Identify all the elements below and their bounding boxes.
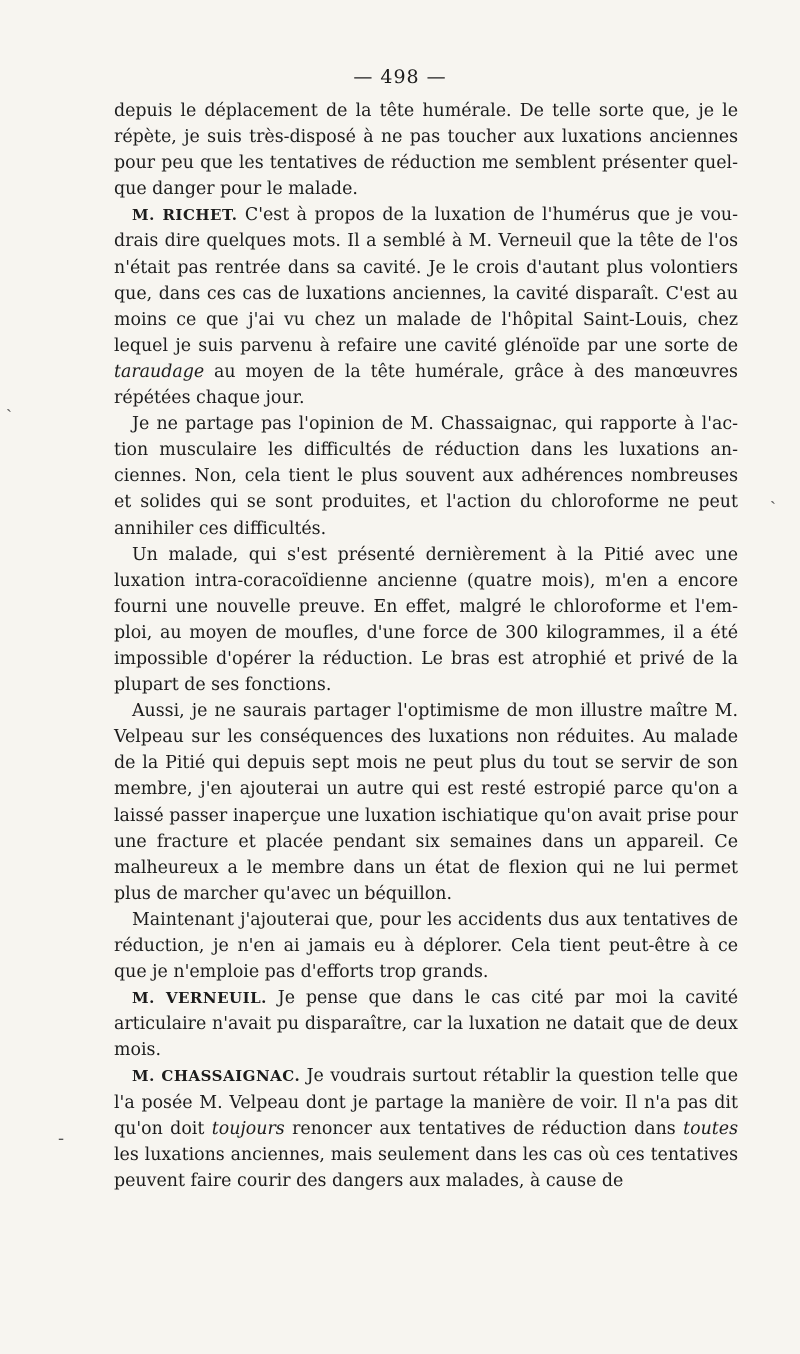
page-number: — 498 —	[353, 66, 447, 88]
text-run: Maintenant j'ajouterai que, pour les accidents dus aux tentatives de réduction, je n'en ai jamais eu à déplorer. Cela tient peut-être à ce que je n'emploie pas d'efforts trop grands.	[114, 909, 738, 983]
paragraph-p8	[114, 1063, 738, 1193]
speaker-name: M. RICHET.	[132, 206, 238, 225]
text-run: Aussi, je ne saurais partager l'optimisme de mon illustre maître M. Velpeau sur les conséquences des luxations non réduites. Au malade de la Pitié qui depuis sept mois ne peut plus du tout se servir de son membre, j'en ajouterai un autre qui est resté estropié parce qu'on a laissé passer inaperçue une luxation ischiatique qu'on avait prise pour une fracture et placée pendant six semaines dans un appareil. Ce malheureux a le membre dans un état de flexion qui ne lui permet plus de marcher qu'avec un béquillon.	[114, 701, 738, 904]
paragraph-p3	[114, 411, 738, 541]
text-run: Je pense que dans le cas cité par moi la cavité articulaire n'avait pu disparaître, car la luxation ne datait que de deux mois.	[114, 988, 738, 1061]
text-run: depuis le déplacement de la tête humérale. De telle sorte que, je le répète, je suis très-disposé à ne pas toucher aux luxations anciennes pour peu que les tentatives de réduction me semblent présenter quel-que danger pour le malade.	[114, 101, 738, 200]
paragraph-p6	[114, 907, 738, 985]
margin-mark: -	[58, 1128, 65, 1149]
speaker-name: M. CHASSAIGNAC.	[132, 1067, 301, 1086]
margin-mark: ˎ	[770, 484, 776, 505]
text-run: au moyen de la tête humérale, grâce à des manœuvres répétées chaque jour.	[114, 361, 738, 409]
text-run: Je voudrais surtout rétablir la question telle que l'a posée M. Velpeau dont je partage la manière de voir. Il n'a pas dit qu'on doit	[114, 1066, 738, 1139]
text-run: Un malade, qui s'est présenté dernièrement à la Pitié avec une luxation intra-coracoïdienne ancienne (quatre mois), m'en a encore fourni une nouvelle preuve. En effet, malgré le chloroforme et l'em-ploi, au moyen de moufles, d'une force de 300 kilogrammes, il a été impossible d'opérer la réduction. Le bras est atrophié et privé de la plupart de ses fonctions.	[114, 544, 738, 696]
italic-text: taraudage	[114, 361, 205, 382]
paragraph-p2	[114, 202, 738, 411]
text-run: renoncer aux tentatives de réduction dans	[284, 1118, 684, 1139]
margin-mark: ˏ	[6, 392, 12, 413]
text-run: Je ne partage pas l'opinion de M. Chassaignac, qui rapporte à l'ac-tion musculaire les difficultés de réduction dans les luxations an-ciennes. Non, cela tient le plus souvent aux adhérences nombreuses et solides qui se sont produites, et l'action du chloroforme ne peut annihiler ces difficultés.	[114, 414, 738, 539]
speaker-name: M. VERNEUIL.	[132, 989, 267, 1008]
italic-text: toujours	[211, 1118, 285, 1139]
paragraph-p5	[114, 698, 738, 907]
body-text	[114, 98, 738, 1194]
paragraph-p7	[114, 985, 738, 1063]
text-run: les luxations anciennes, mais seulement dans les cas où ces tentatives peuvent faire courir des dangers aux malades, à cause de	[114, 1144, 738, 1191]
paragraph-p1	[114, 98, 738, 202]
paragraph-p4	[114, 542, 738, 699]
italic-text: toutes	[683, 1118, 738, 1139]
text-run: C'est à propos de la luxation de l'humérus que je vou-drais dire quelques mots. Il a semblé à M. Verneuil que la tête de l'os n'était pas rentrée dans sa cavité. Je le crois d'autant plus volontiers que, dans ces cas de luxations anciennes, la cavité disparaît. C'est au moins ce que j'ai vu chez un malade de l'hôpital Saint-Louis, chez lequel je suis parvenu à refaire une cavité glénoïde par une sorte de	[114, 205, 738, 356]
